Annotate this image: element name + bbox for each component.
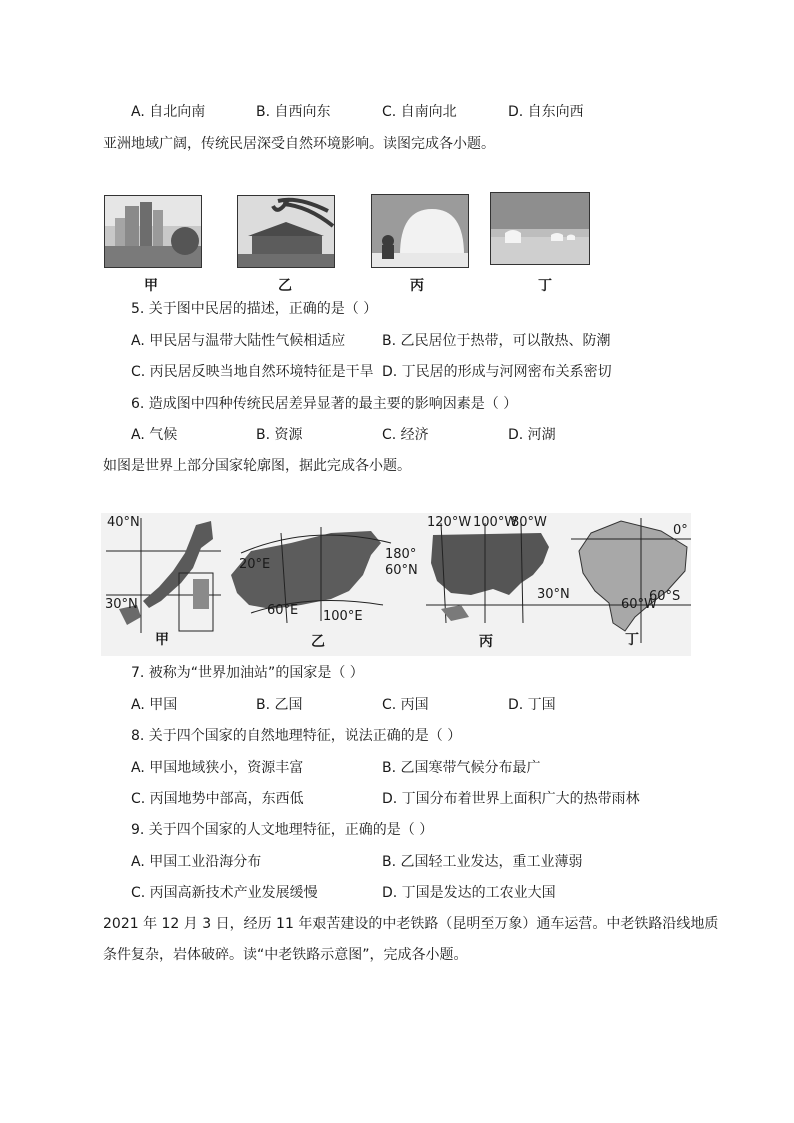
intro-railway-line1: 2021 年 12 月 3 日，经历 11 年艰苦建设的中老铁路（昆明至万象）通车运营。中老铁路沿线地质	[103, 916, 719, 932]
q5-option-c: C. 丙民居反映当地自然环境特征是干旱	[131, 364, 374, 380]
q6-option-c: C. 经济	[382, 427, 429, 443]
photo-caption-ding: 丁	[538, 278, 552, 294]
map-caption-jia: 甲	[155, 632, 169, 648]
photo-yi	[237, 195, 335, 268]
q8-option-d: D. 丁国分布着世界上面积广大的热带雨林	[382, 791, 640, 807]
q6-stem: 6. 造成图中四种传统民居差异显著的最主要的影响因素是（ ）	[131, 396, 518, 412]
map-yi-lat-60n: 60°N	[385, 563, 418, 578]
map-ding-lat-0: 0°	[673, 523, 688, 538]
q9-stem: 9. 关于四个国家的人文地理特征，正确的是（ ）	[131, 822, 434, 838]
map-bing	[426, 523, 571, 623]
map-yi-lon-180: 180°	[385, 547, 417, 562]
q5-option-d: D. 丁民居的形成与河网密布关系密切	[382, 364, 612, 380]
map-ding-lon-60w: 60°W	[621, 597, 657, 612]
map-bing-lat-30n: 30°N	[537, 587, 570, 602]
map-jia-lat-30: 30°N	[105, 597, 138, 612]
photo-ding	[490, 192, 590, 265]
q5-stem: 5. 关于图中民居的描述，正确的是（ ）	[131, 301, 378, 317]
intro-railway-line2: 条件复杂，岩体破碎。读“中老铁路示意图”，完成各小题。	[103, 947, 468, 963]
q7-option-b: B. 乙国	[256, 697, 303, 713]
q6-option-b: B. 资源	[256, 427, 303, 443]
map-yi-lon-60e: 60°E	[267, 603, 299, 618]
map-bing-lon-120w: 120°W	[427, 515, 472, 530]
q8-option-a: A. 甲国地域狭小，资源丰富	[131, 760, 304, 776]
q8-option-c: C. 丙国地势中部高，东西低	[131, 791, 304, 807]
q7-stem: 7. 被称为“世界加油站”的国家是（ ）	[131, 665, 364, 681]
map-yi-lon-100e: 100°E	[323, 609, 363, 624]
photo-caption-yi: 乙	[278, 278, 292, 294]
photo-jia	[104, 195, 202, 268]
map-yi	[231, 527, 391, 623]
q6-option-d: D. 河湖	[508, 427, 556, 443]
q9-option-d: D. 丁国是发达的工农业大国	[382, 885, 556, 901]
q6-option-a: A. 气候	[131, 427, 178, 443]
country-maps-figure	[101, 513, 691, 656]
map-caption-ding: 丁	[625, 632, 639, 648]
q8-option-b: B. 乙国寒带气候分布最广	[382, 760, 541, 776]
q7-option-d: D. 丁国	[508, 697, 556, 713]
q9-option-c: C. 丙国高新技术产业发展缓慢	[131, 885, 318, 901]
photo-caption-bing: 丙	[410, 278, 424, 294]
map-jia-lat-40: 40°N	[107, 515, 140, 530]
q7-option-c: C. 丙国	[382, 697, 429, 713]
map-caption-bing: 丙	[479, 634, 493, 650]
q5-option-a: A. 甲民居与温带大陆性气候相适应	[131, 333, 346, 349]
map-ding-lat-60s: 60°S	[649, 589, 681, 604]
photo-bing	[371, 194, 469, 268]
intro-houses: 亚洲地域广阔，传统民居深受自然环境影响。读图完成各小题。	[103, 136, 495, 152]
map-caption-yi: 乙	[311, 634, 325, 650]
q9-option-a: A. 甲国工业沿海分布	[131, 854, 262, 870]
intro-countries: 如图是世界上部分国家轮廓图，据此完成各小题。	[103, 458, 411, 474]
q4-option-d: D. 自东向西	[508, 104, 584, 120]
q5-option-b: B. 乙民居位于热带，可以散热、防潮	[382, 333, 611, 349]
map-yi-lon-20e: 20°E	[239, 557, 271, 572]
map-jia	[106, 518, 221, 633]
q9-option-b: B. 乙国轻工业发达，重工业薄弱	[382, 854, 583, 870]
q7-option-a: A. 甲国	[131, 697, 178, 713]
map-bing-lon-80w: 80°W	[511, 515, 547, 530]
q8-stem: 8. 关于四个国家的自然地理特征，说法正确的是（ ）	[131, 728, 462, 744]
q4-option-c: C. 自南向北	[382, 104, 457, 120]
photo-caption-jia: 甲	[144, 278, 158, 294]
q4-option-b: B. 自西向东	[256, 104, 331, 120]
q4-option-a: A. 自北向南	[131, 104, 206, 120]
map-bing-lon-100w: 100°W	[473, 515, 518, 530]
